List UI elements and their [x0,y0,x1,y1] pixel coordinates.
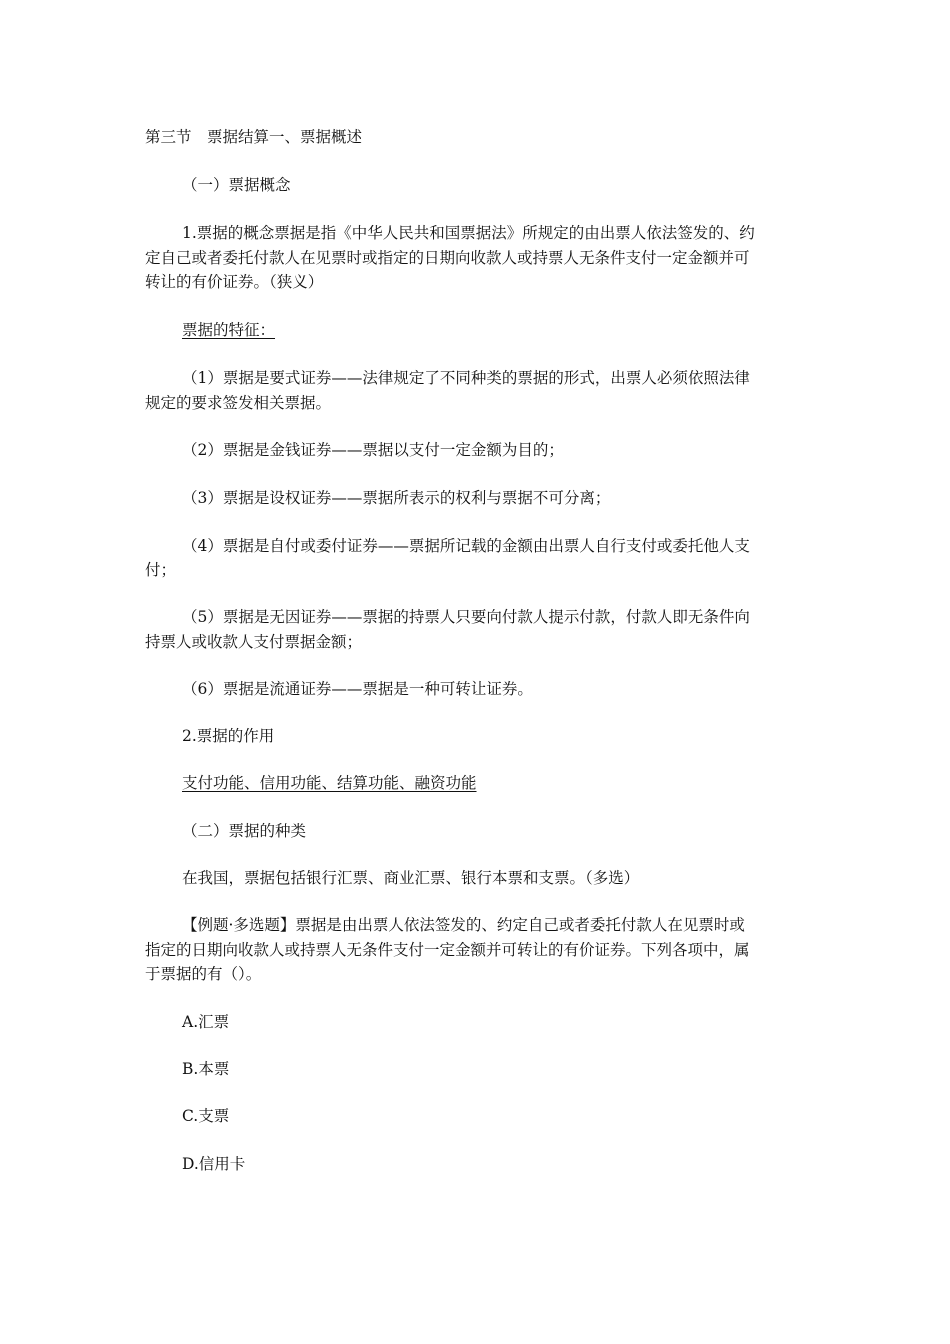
option-d: D.信用卡 [182,1155,246,1173]
section-heading: 第三节 票据结算一、票据概述 [145,128,363,146]
feature-2: （2）票据是金钱证券——票据以支付一定金额为目的； [182,441,564,459]
option-c: C.支票 [182,1107,230,1125]
subheading-concept: （一）票据概念 [182,176,291,194]
option-b: B.本票 [182,1060,230,1078]
feature-4-line-1: （4）票据是自付或委付证券——票据所记载的金额由出票人自行支付或委托他人支 [182,537,750,555]
example-line-3: 于票据的有（）。 [145,965,262,983]
feature-1-line-1: （1）票据是要式证券——法律规定了不同种类的票据的形式，出票人必须依照法律 [182,369,750,387]
option-a: A.汇票 [182,1013,230,1031]
feature-4-line-2: 付； [145,561,177,579]
definition-line-3: 转让的有价证券。（狭义） [145,273,324,291]
feature-6: （6）票据是流通证券——票据是一种可转让证券。 [182,680,533,698]
types-text: 在我国，票据包括银行汇票、商业汇票、银行本票和支票。（多选） [182,869,640,887]
function-title: 2.票据的作用 [182,727,275,745]
feature-5-line-2: 持票人或收款人支付票据金额； [145,633,363,651]
features-title: 票据的特征： [182,321,276,339]
example-line-1: 【例题·多选题】票据是由出票人依法签发的、约定自己或者委托付款人在见票时或 [182,916,745,934]
example-line-2: 指定的日期向收款人或持票人无条件支付一定金额并可转让的有价证券。下列各项中，属 [145,941,750,959]
feature-3: （3）票据是设权证券——票据所表示的权利与票据不可分离； [182,489,611,507]
definition-line-1: 1.票据的概念票据是指《中华人民共和国票据法》所规定的由出票人依法签发的、约 [182,224,755,242]
functions-list: 支付功能、信用功能、结算功能、融资功能 [182,774,477,792]
feature-1-line-2: 规定的要求签发相关票据。 [145,394,332,412]
feature-5-line-1: （5）票据是无因证券——票据的持票人只要向付款人提示付款，付款人即无条件向 [182,608,750,626]
subheading-types: （二）票据的种类 [182,822,307,840]
definition-line-2: 定自己或者委托付款人在见票时或指定的日期向收款人或持票人无条件支付一定金额并可 [145,249,750,267]
